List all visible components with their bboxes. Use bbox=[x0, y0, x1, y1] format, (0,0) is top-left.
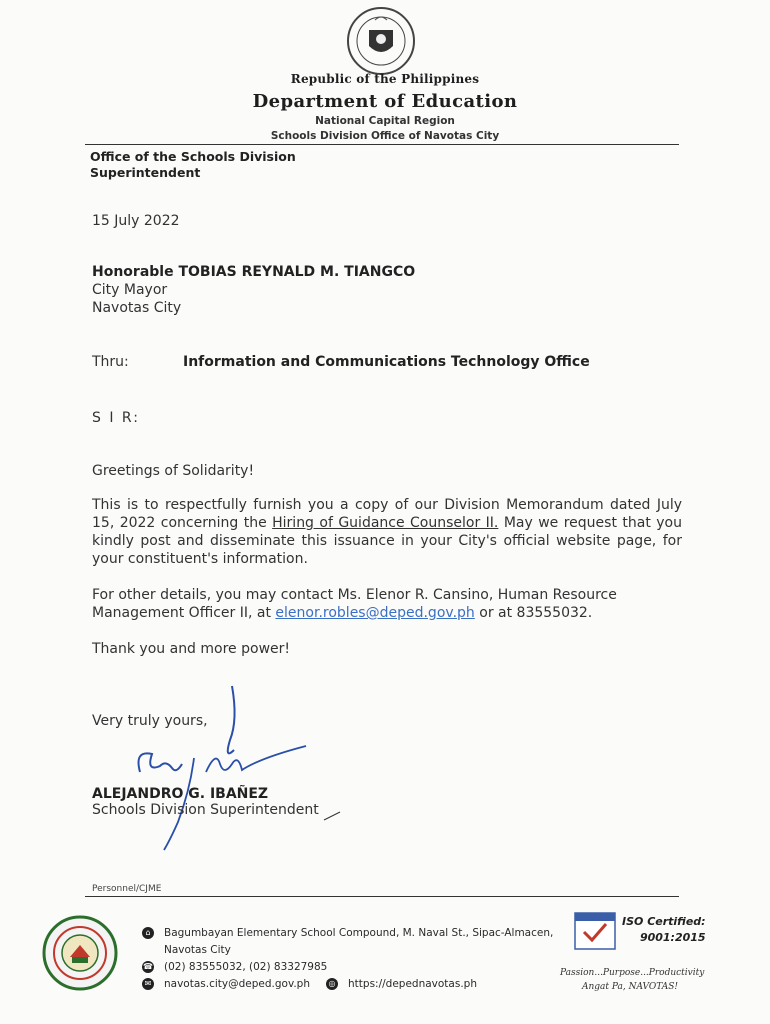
phone-icon: ☎ bbox=[143, 962, 153, 971]
contact-email-link[interactable]: elenor.robles@deped.gov.ph bbox=[275, 605, 475, 621]
footer-email[interactable]: navotas.city@deped.gov.ph bbox=[164, 978, 311, 990]
addressee-name: Honorable TOBIAS REYNALD M. TIANGCO bbox=[92, 264, 416, 280]
addressee-block bbox=[92, 263, 415, 317]
letter-date: 15 July 2022 bbox=[92, 213, 180, 229]
footer-website[interactable]: https://depednavotas.ph bbox=[348, 978, 477, 990]
footer-address bbox=[142, 925, 562, 942]
footer-divider bbox=[85, 896, 679, 897]
header-divider bbox=[85, 144, 679, 145]
globe-icon: ◎ bbox=[326, 978, 338, 990]
motto-line-2: Angat Pa, NAVOTAS! bbox=[581, 982, 679, 992]
iso-line-1: ISO Certified: bbox=[622, 915, 706, 928]
salutation: S I R: bbox=[92, 410, 140, 426]
signatory-name: ALEJANDRO G. IBAÑEZ bbox=[92, 786, 269, 802]
thanks-line: Thank you and more power! bbox=[92, 641, 290, 657]
footer-phone bbox=[142, 959, 562, 976]
office-label bbox=[90, 149, 296, 181]
handwritten-signature bbox=[120, 680, 360, 860]
division-heading: Schools Division Office of Navotas City bbox=[270, 130, 500, 142]
addressee-title: City Mayor bbox=[92, 282, 168, 298]
para1-text-b: May we request that you kindly post and disseminate this issuance in your City's official website page, for your constituent's information. bbox=[92, 515, 682, 567]
thru-label: Thru: bbox=[92, 354, 129, 370]
footer-web bbox=[142, 976, 562, 993]
reference-initials: Personnel/CJME bbox=[92, 884, 162, 894]
motto-line-1: Passion...Purpose...Productivity bbox=[560, 968, 705, 978]
iso-certified-label bbox=[622, 914, 706, 946]
region-heading: National Capital Region bbox=[315, 115, 455, 127]
para2-text-a: For other details, you may contact Ms. Elenor R. Cansino, Human Resource Management Officer II, at bbox=[92, 587, 617, 621]
body-paragraph-2 bbox=[92, 586, 682, 622]
memo-subject-link: Hiring of Guidance Counselor II. bbox=[272, 515, 499, 531]
phone-numbers: (02) 83555032, (02) 83327985 bbox=[164, 961, 328, 973]
email-icon: ✉ bbox=[142, 978, 154, 990]
iso-certification-logo bbox=[574, 912, 616, 950]
signatory-title: Schools Division Superintendent bbox=[92, 802, 319, 818]
office-line-1: Office of the Schools Division bbox=[90, 149, 296, 164]
office-line-2: Superintendent bbox=[90, 165, 201, 180]
greeting: Greetings of Solidarity! bbox=[92, 463, 255, 479]
deped-seal-logo bbox=[342, 6, 420, 76]
department-heading: Department of Education bbox=[252, 91, 518, 112]
para1-text-a: This is to respectfully furnish you a copy of our Division Memorandum dated July 15, 2022 concerning the bbox=[92, 497, 682, 531]
addressee-city: Navotas City bbox=[92, 300, 182, 316]
home-icon: ⌂ bbox=[142, 927, 154, 939]
footer-contact bbox=[142, 925, 562, 993]
para2-text-b: or at 83555032. bbox=[474, 605, 593, 621]
division-seal-logo bbox=[42, 915, 118, 991]
republic-heading: Republic of the Philippines bbox=[290, 72, 480, 86]
address-line-1: Bagumbayan Elementary School Compound, M. Naval St., Sipac-Almacen, bbox=[164, 927, 554, 939]
address-line-2: Navotas City bbox=[164, 944, 231, 956]
thru-value: Information and Communications Technology Office bbox=[183, 354, 590, 370]
closing-line: Very truly yours, bbox=[92, 713, 208, 729]
division-motto bbox=[560, 966, 705, 994]
iso-line-2: 9001:2015 bbox=[639, 931, 706, 944]
body-paragraph-1 bbox=[92, 496, 682, 568]
